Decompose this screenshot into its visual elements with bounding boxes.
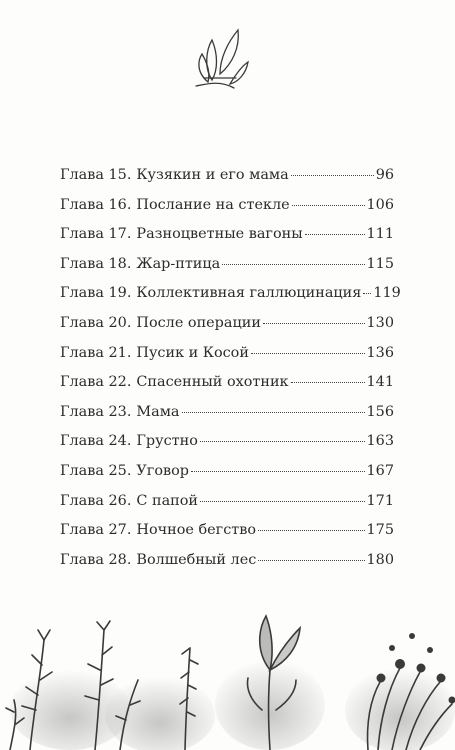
toc-page-number: 163 [366, 433, 394, 450]
toc-entry-label [60, 254, 220, 274]
toc-dot-leader [251, 353, 365, 354]
toc-page-number: 119 [373, 285, 401, 302]
toc-chapter-title: Коллективная галлюцинация [136, 285, 362, 302]
toc-page-number: 115 [366, 255, 394, 272]
toc-entry-label [60, 431, 198, 451]
toc-entry[interactable] [60, 165, 394, 195]
leaf-sprig-icon [190, 14, 250, 89]
toc-chapter-title: Послание на стекле [136, 196, 290, 213]
toc-entry-label [60, 520, 256, 540]
toc-dot-leader [292, 205, 365, 206]
toc-page-number: 180 [366, 551, 394, 568]
toc-chapter-number: Глава 17. [60, 226, 132, 243]
toc-entry[interactable] [60, 461, 394, 491]
toc-entry[interactable] [60, 195, 394, 225]
toc-dot-leader [305, 234, 365, 235]
toc-page-number: 106 [366, 196, 394, 213]
toc-page-number: 171 [366, 492, 394, 509]
toc-entry-label [60, 402, 180, 422]
toc-page-number: 141 [366, 374, 394, 391]
toc-chapter-title: Спасенный охотник [136, 374, 289, 391]
toc-entry[interactable] [60, 550, 394, 580]
toc-entry-label [60, 224, 303, 244]
toc-entry[interactable] [60, 520, 394, 550]
toc-chapter-number: Глава 21. [60, 344, 132, 361]
toc-page-number: 136 [366, 344, 394, 361]
toc-chapter-number: Глава 23. [60, 403, 132, 420]
toc-entry-label [60, 461, 189, 481]
toc-entry[interactable] [60, 491, 394, 521]
toc-entry-label [60, 550, 256, 570]
toc-entry-label [60, 372, 289, 392]
toc-chapter-title: Ночное бегство [136, 522, 256, 539]
toc-entry[interactable] [60, 283, 401, 313]
toc-page-number: 96 [375, 167, 394, 183]
toc-entry-label [60, 283, 361, 303]
toc-chapter-number: Глава 28. [60, 551, 132, 568]
toc-page-number: 156 [366, 403, 394, 420]
toc-entry-label [60, 491, 198, 511]
toc-entry[interactable] [60, 224, 394, 254]
toc-entry[interactable] [60, 343, 394, 373]
toc-entry-label [60, 313, 261, 333]
toc-page-number: 130 [366, 314, 394, 331]
toc-chapter-title: Кузякин и его мама [136, 167, 289, 183]
toc-chapter-title: С папой [136, 492, 199, 509]
toc-dot-leader [200, 441, 365, 442]
toc-dot-leader [258, 530, 365, 531]
toc-chapter-title: Мама [136, 403, 180, 420]
toc-chapter-number: Глава 15. [60, 167, 132, 183]
toc-chapter-number: Глава 25. [60, 462, 132, 479]
toc-entry-label [60, 195, 290, 215]
toc-entry-label [60, 343, 249, 363]
toc-chapter-title: Волшебный лес [136, 551, 257, 568]
toc-chapter-number: Глава 20. [60, 314, 132, 331]
toc-dot-leader [182, 412, 365, 413]
plants-illustration-icon [0, 600, 455, 750]
toc-entry-label [60, 165, 289, 185]
toc-dot-leader [291, 382, 365, 383]
toc-page-number: 111 [366, 226, 394, 243]
toc-chapter-number: Глава 27. [60, 522, 132, 539]
toc-entry[interactable] [60, 372, 394, 402]
toc-dot-leader [258, 560, 364, 561]
toc-chapter-title: Уговор [136, 462, 189, 479]
toc-dot-leader [291, 175, 374, 176]
toc-dot-leader [200, 501, 365, 502]
toc-chapter-number: Глава 26. [60, 492, 132, 509]
toc-chapter-number: Глава 19. [60, 285, 132, 302]
toc-chapter-title: После операции [136, 314, 261, 331]
toc-chapter-title: Грустно [136, 433, 198, 450]
toc-chapter-number: Глава 22. [60, 374, 132, 391]
table-of-contents [60, 165, 401, 579]
toc-entry[interactable] [60, 402, 394, 432]
toc-entry[interactable] [60, 254, 394, 284]
toc-dot-leader [191, 471, 365, 472]
toc-dot-leader [263, 323, 365, 324]
toc-chapter-title: Жар-птица [136, 255, 221, 272]
toc-chapter-title: Разноцветные вагоны [136, 226, 303, 243]
toc-dot-leader [363, 293, 371, 294]
toc-chapter-number: Глава 24. [60, 433, 132, 450]
toc-page-number: 167 [366, 462, 394, 479]
toc-chapter-number: Глава 18. [60, 255, 132, 272]
toc-dot-leader [222, 264, 364, 265]
toc-page-number: 175 [366, 522, 394, 539]
toc-chapter-number: Глава 16. [60, 196, 132, 213]
toc-entry[interactable] [60, 431, 394, 461]
toc-entry[interactable] [60, 313, 394, 343]
toc-chapter-title: Пусик и Косой [136, 344, 249, 361]
